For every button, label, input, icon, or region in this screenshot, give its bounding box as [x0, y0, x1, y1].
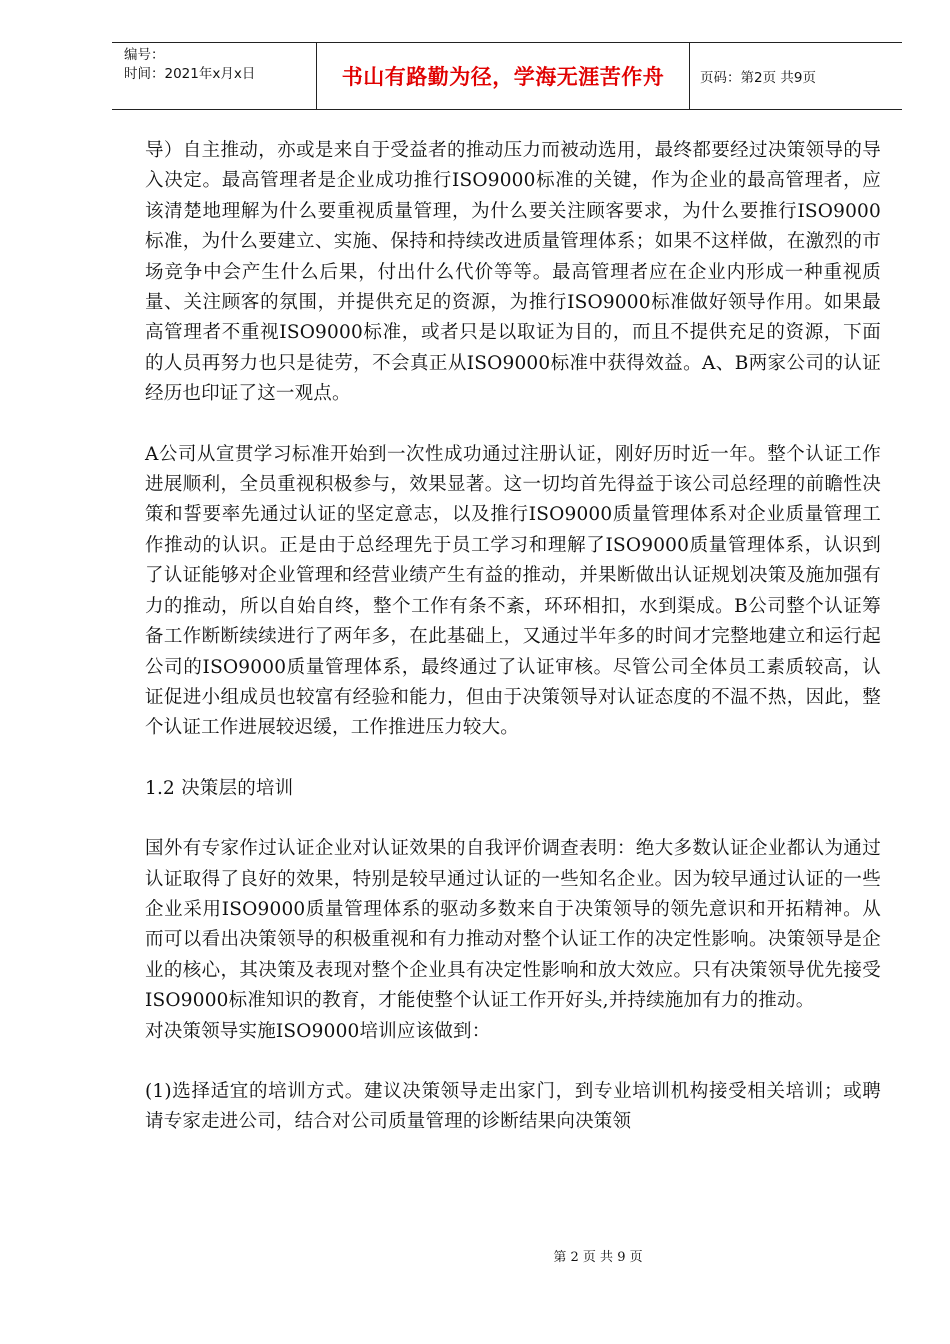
body-paragraph-4: 对决策领导实施ISO9000培训应该做到：: [145, 1020, 491, 1042]
header-meta: [112, 43, 316, 109]
page-footer: 第 2 页 共 9 页: [553, 1250, 643, 1265]
section-heading: 1.2 决策层的培训: [145, 777, 294, 799]
document-number-label: 编号：: [124, 47, 165, 63]
body-paragraph-2: A公司从宣贯学习标准开始到一次性成功通过注册认证，刚好历时近一年。整个认证工作进展顺利，全员重视积极参与，效果显著。这一切均首先得益于该公司总经理的前瞻性决策和誓要率先通过认证的坚定意志，以及推行ISO9000质量管理体系对企业质量管理工作推动的认识。正是由于总经理先于员工学习和理解了ISO9000质量管理体系，认识到了认证能够对企业管理和经营业绩产生有益的推动，并果断做出认证规划决策及施加强有力的推动，所以自始自终，整个工作有条不紊，环环相扣，水到渠成。B公司整个认证筹备工作断断续续进行了两年多，在此基础上，又通过半年多的时间才完整地建立和运行起公司的ISO9000质量管理体系，最终通过了认证审核。尽管公司全体员工素质较高，认证促进小组成员也较富有经验和能力，但由于决策领导对认证态度的不温不热，因此，整个认证工作进展较迟缓，工作推进压力较大。: [145, 443, 881, 739]
document-time-label: 时间：2021年x月x日: [124, 66, 256, 82]
header-page-info: 页码：第2页 共9页: [700, 70, 816, 86]
body-paragraph-3: 国外有专家作过认证企业对认证效果的自我评价调查表明：绝大多数认证企业都认为通过认证取得了良好的效果，特别是较早通过认证的一些知名企业。因为较早通过认证的一些企业采用ISO9000质量管理体系的驱动多数来自于决策领导的领先意识和开拓精神。从而可以看出决策领导的积极重视和有力推动对整个认证工作的决定性影响。决策领导是企业的核心，其决策及表现对整个企业具有决定性影响和放大效应。只有决策领导优先接受ISO9000标准知识的教育，才能使整个认证工作开好头,并持续施加有力的推动。: [145, 838, 881, 1012]
body-paragraph-1: 导）自主推动，亦或是来自于受益者的推动压力而被动选用，最终都要经过决策领导的导入决定。最高管理者是企业成功推行ISO9000标准的关键，作为企业的最高管理者，应该清楚地理解为什么要重视质量管理，为什么要关注顾客要求，为什么要推行ISO9000标准，为什么要建立、实施、保持和持续改进质量管理体系；如果不这样做，在激烈的市场竞争中会产生什么后果，付出什么代价等等。最高管理者应在企业内形成一种重视质量、关注顾客的氛围，并提供充足的资源，为推行ISO9000标准做好领导作用。如果最高管理者不重视ISO9000标准，或者只是以取证为目的，而且不提供充足的资源，下面的人员再努力也只是徒劳，不会真正从ISO9000标准中获得效益。A、B两家公司的认证经历也印证了这一观点。: [145, 140, 881, 405]
page-header: [112, 42, 902, 110]
document-body: [145, 136, 881, 1138]
body-paragraph-5: (1)选择适宜的培训方式。建议决策领导走出家门，到专业培训机构接受相关培训；或聘请专家走进公司，结合对公司质量管理的诊断结果向决策领: [145, 1080, 881, 1133]
header-motto: 书山有路勤为径，学海无涯苦作舟: [316, 43, 690, 109]
